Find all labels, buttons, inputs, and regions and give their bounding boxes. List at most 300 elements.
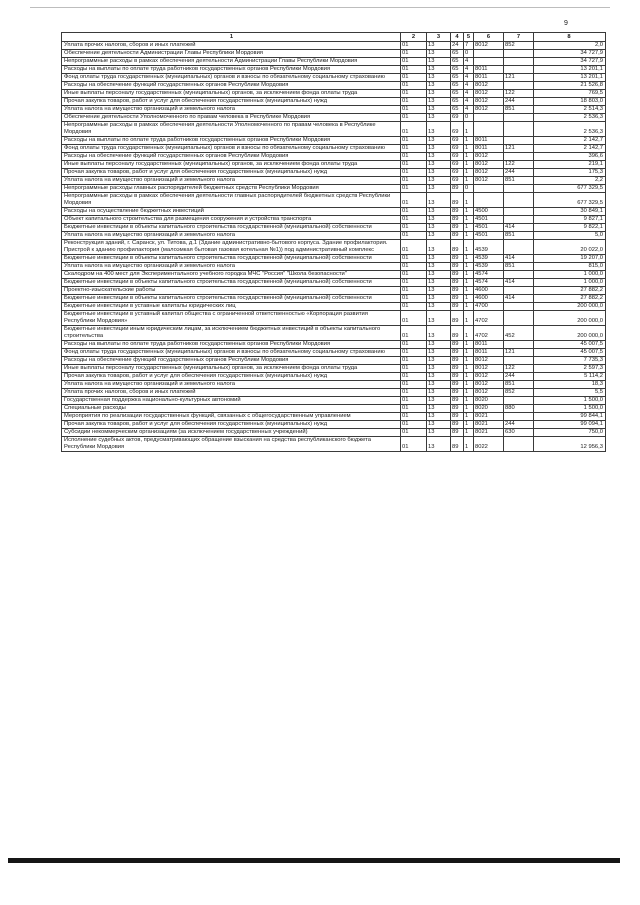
- section-code: 01: [401, 208, 427, 216]
- amount: 18,3: [534, 381, 606, 389]
- row-description: Расходы на осуществление бюджетных инвестиций: [62, 208, 401, 216]
- table-row: [62, 373, 606, 381]
- row-description: Фонд оплаты труда государственных (муниципальных) органов и взносы по обязательному социальному страхованию: [62, 145, 401, 153]
- program-code: 89: [451, 389, 464, 397]
- expense-type-code: 122: [504, 161, 534, 169]
- program-code: 69: [451, 145, 464, 153]
- subprogram-code: 1: [464, 161, 474, 169]
- subsection-code: 13: [427, 169, 451, 177]
- row-description: Специальные расходы: [62, 405, 401, 413]
- row-description: Непрограммные расходы в рамках обеспечения деятельности Уполномоченного по правам человека в Республике Мордовия: [62, 122, 401, 137]
- row-description: Бюджетные инвестиции в объекты капитального строительства государственной (муниципальной) собственности: [62, 224, 401, 232]
- section-code: 01: [401, 349, 427, 357]
- row-description: Иные выплаты персоналу государственных (муниципальных) органов, за исключением фонда оплаты труда: [62, 161, 401, 169]
- expense-type-code: 121: [504, 145, 534, 153]
- expense-type-code: 244: [504, 373, 534, 381]
- table-row: [62, 90, 606, 98]
- program-code: 89: [451, 421, 464, 429]
- item-code: 8012: [474, 161, 504, 169]
- amount: 200 000,0: [534, 303, 606, 311]
- col-number-8: 8: [534, 33, 606, 42]
- amount: 5 114,2: [534, 373, 606, 381]
- table-row: [62, 82, 606, 90]
- page-number: 9: [564, 20, 568, 27]
- row-description: Расходы на обеспечение функций государственных органов Республики Мордовия: [62, 357, 401, 365]
- program-code: 89: [451, 185, 464, 193]
- table-row: [62, 287, 606, 295]
- expense-type-code: 630: [504, 429, 534, 437]
- section-code: 01: [401, 357, 427, 365]
- amount: 200 000,0: [534, 326, 606, 341]
- row-description: Объект капитального строительства для размещения сооружения и устройства транспорта: [62, 216, 401, 224]
- amount: 45 007,5: [534, 341, 606, 349]
- amount: 750,0: [534, 429, 606, 437]
- col-number-3: 3: [427, 33, 451, 42]
- table-row: [62, 216, 606, 224]
- row-description: Иные выплаты персоналу государственных (муниципальных) органов, за исключением фонда оплаты труда: [62, 90, 401, 98]
- section-code: 01: [401, 295, 427, 303]
- section-code: 01: [401, 429, 427, 437]
- table-row: [62, 279, 606, 287]
- amount: 2 536,3: [534, 122, 606, 137]
- subprogram-code: 1: [464, 169, 474, 177]
- section-code: 01: [401, 193, 427, 208]
- row-description: Бюджетные инвестиции в уставный капитал общества с ограниченной ответственностью «Корпорация развития Республики Мордовия»: [62, 311, 401, 326]
- row-description: Непрограммные расходы в рамках обеспечения деятельности главных распорядителей бюджетных средств Республики Мордовия: [62, 193, 401, 208]
- subsection-code: 13: [427, 208, 451, 216]
- table-row: [62, 271, 606, 279]
- amount: 9 822,1: [534, 224, 606, 232]
- table-row: [62, 224, 606, 232]
- table-row: [62, 137, 606, 145]
- item-code: 4702: [474, 326, 504, 341]
- subsection-code: 13: [427, 122, 451, 137]
- row-description: Прочая закупка товаров, работ и услуг для обеспечения государственных (муниципальных) нужд: [62, 169, 401, 177]
- program-code: 65: [451, 58, 464, 66]
- expense-type-code: 852: [504, 389, 534, 397]
- expense-type-code: [504, 82, 534, 90]
- program-code: 65: [451, 90, 464, 98]
- program-code: 89: [451, 349, 464, 357]
- table-row: [62, 66, 606, 74]
- subsection-code: 13: [427, 311, 451, 326]
- amount: 27 882,2: [534, 295, 606, 303]
- row-description: Бюджетные инвестиции в объекты капитального строительства государственной (муниципальной) собственности: [62, 255, 401, 263]
- subprogram-code: 4: [464, 98, 474, 106]
- section-code: 01: [401, 122, 427, 137]
- program-code: 89: [451, 224, 464, 232]
- subsection-code: 13: [427, 106, 451, 114]
- item-code: 4539: [474, 255, 504, 263]
- section-code: 01: [401, 279, 427, 287]
- table-row: [62, 341, 606, 349]
- item-code: 8012: [474, 357, 504, 365]
- section-code: 01: [401, 137, 427, 145]
- amount: 30 849,1: [534, 208, 606, 216]
- amount: 18 803,0: [534, 98, 606, 106]
- subprogram-code: 1: [464, 122, 474, 137]
- program-code: 89: [451, 232, 464, 240]
- subsection-code: 13: [427, 357, 451, 365]
- row-description: Субсидии некоммерческим организациям (за исключением государственных учреждений): [62, 429, 401, 437]
- expense-type-code: [504, 397, 534, 405]
- row-description: Уплата прочих налогов, сборов и иных платежей: [62, 42, 401, 50]
- amount: 34 727,9: [534, 50, 606, 58]
- col-number-5: 5: [464, 33, 474, 42]
- amount: 1 000,0: [534, 271, 606, 279]
- program-code: 89: [451, 279, 464, 287]
- row-description: Уплата налога на имущество организаций и земельного налога: [62, 232, 401, 240]
- program-code: 65: [451, 50, 464, 58]
- subsection-code: 13: [427, 421, 451, 429]
- expense-type-code: [504, 311, 534, 326]
- row-description: Бюджетные инвестиции в объекты капитального строительства государственной (муниципальной) собственности: [62, 295, 401, 303]
- subprogram-code: 4: [464, 82, 474, 90]
- subprogram-code: 0: [464, 185, 474, 193]
- item-code: [474, 114, 504, 122]
- item-code: 8011: [474, 137, 504, 145]
- section-code: 01: [401, 365, 427, 373]
- expense-type-code: 122: [504, 90, 534, 98]
- row-description: Государственная поддержка национально-культурных автономий: [62, 397, 401, 405]
- subsection-code: 13: [427, 137, 451, 145]
- subsection-code: 13: [427, 66, 451, 74]
- item-code: 4700: [474, 303, 504, 311]
- subsection-code: 13: [427, 153, 451, 161]
- table-row: [62, 405, 606, 413]
- program-code: 89: [451, 287, 464, 295]
- table-row: [62, 208, 606, 216]
- amount: 13 201,1: [534, 74, 606, 82]
- section-code: 01: [401, 303, 427, 311]
- table-row: [62, 58, 606, 66]
- section-code: 01: [401, 421, 427, 429]
- program-code: 89: [451, 413, 464, 421]
- expense-type-code: 122: [504, 365, 534, 373]
- row-description: Обеспечение деятельности Администрации Главы Республики Мордовия: [62, 50, 401, 58]
- amount: 769,5: [534, 90, 606, 98]
- amount: 34 727,9: [534, 58, 606, 66]
- row-description: Фонд оплаты труда государственных (муниципальных) органов и взносы по обязательному социальному страхованию: [62, 74, 401, 82]
- item-code: 8021: [474, 421, 504, 429]
- item-code: 4500: [474, 208, 504, 216]
- row-description: Уплата налога на имущество организаций и земельного налога: [62, 263, 401, 271]
- column-numbers-row: [62, 33, 606, 42]
- section-code: 01: [401, 74, 427, 82]
- program-code: 89: [451, 405, 464, 413]
- item-code: 8021: [474, 413, 504, 421]
- program-code: 65: [451, 106, 464, 114]
- table-row: [62, 50, 606, 58]
- row-description: Мероприятия по реализации государственных функций, связанных с общегосударственным управлением: [62, 413, 401, 421]
- section-code: 01: [401, 389, 427, 397]
- col-number-2: 2: [401, 33, 427, 42]
- expense-type-code: 851: [504, 381, 534, 389]
- amount: 815,0: [534, 263, 606, 271]
- subprogram-code: 1: [464, 240, 474, 255]
- amount: 2 536,3: [534, 114, 606, 122]
- subprogram-code: 1: [464, 153, 474, 161]
- row-description: Проектно-изыскательские работы: [62, 287, 401, 295]
- item-code: 8012: [474, 82, 504, 90]
- expense-type-code: [504, 413, 534, 421]
- program-code: 69: [451, 153, 464, 161]
- section-code: 01: [401, 240, 427, 255]
- amount: 677 329,5: [534, 185, 606, 193]
- section-code: 01: [401, 405, 427, 413]
- expense-type-code: 851: [504, 106, 534, 114]
- item-code: 8011: [474, 349, 504, 357]
- subprogram-code: 1: [464, 413, 474, 421]
- subsection-code: 13: [427, 240, 451, 255]
- subsection-code: 13: [427, 58, 451, 66]
- row-description: Бюджетные инвестиции в объекты капитального строительства государственной (муниципальной) собственности: [62, 279, 401, 287]
- amount: 21 526,8: [534, 82, 606, 90]
- subprogram-code: 1: [464, 373, 474, 381]
- subsection-code: 13: [427, 177, 451, 185]
- expense-type-code: 452: [504, 326, 534, 341]
- subprogram-code: 1: [464, 137, 474, 145]
- subsection-code: 13: [427, 193, 451, 208]
- row-description: Расходы на обеспечение функций государственных органов Республики Мордовия: [62, 153, 401, 161]
- table-row: [62, 177, 606, 185]
- subsection-code: 13: [427, 98, 451, 106]
- subsection-code: 13: [427, 389, 451, 397]
- item-code: 4501: [474, 232, 504, 240]
- section-code: 01: [401, 326, 427, 341]
- subprogram-code: 1: [464, 429, 474, 437]
- subsection-code: 13: [427, 255, 451, 263]
- table-row: [62, 74, 606, 82]
- row-description: Непрограммные расходы в рамках обеспечения деятельности Администрации Главы Республики Мордовия: [62, 58, 401, 66]
- subprogram-code: 0: [464, 50, 474, 58]
- program-code: 89: [451, 193, 464, 208]
- expense-type-code: [504, 185, 534, 193]
- subprogram-code: 1: [464, 208, 474, 216]
- amount: 20 022,0: [534, 240, 606, 255]
- amount: 2,0: [534, 42, 606, 50]
- table-row: [62, 437, 606, 452]
- program-code: 89: [451, 365, 464, 373]
- subprogram-code: 1: [464, 303, 474, 311]
- row-description: Прочая закупка товаров, работ и услуг для обеспечения государственных (муниципальных) нужд: [62, 373, 401, 381]
- row-description: Реконструкция зданий, г. Саранск, ул. Титова, д.1 (Здание административно-бытового корпуса. Здание профилактория. Пристрой к зданию профилактория (малоэмкая бытовая газовая котельная №1)) под административный комплекс: [62, 240, 401, 255]
- table-row: [62, 42, 606, 50]
- item-code: [474, 193, 504, 208]
- program-code: 65: [451, 82, 464, 90]
- expense-type-code: [504, 58, 534, 66]
- subprogram-code: 1: [464, 389, 474, 397]
- item-code: 4574: [474, 271, 504, 279]
- subprogram-code: 1: [464, 232, 474, 240]
- col-number-4: 4: [451, 33, 464, 42]
- row-description: Бюджетные инвестиции в уставные капиталы юридических лиц: [62, 303, 401, 311]
- row-description: Обеспечение деятельности Уполномоченного по правам человека в Республике Мордовия: [62, 114, 401, 122]
- amount: 45 007,5: [534, 349, 606, 357]
- table-row: [62, 421, 606, 429]
- section-code: 01: [401, 216, 427, 224]
- subprogram-code: 1: [464, 271, 474, 279]
- program-code: 89: [451, 311, 464, 326]
- row-description: Непрограммные расходы главных распорядителей бюджетных средств Республики Мордовия: [62, 185, 401, 193]
- item-code: 8012: [474, 153, 504, 161]
- subsection-code: 13: [427, 397, 451, 405]
- subsection-code: 13: [427, 405, 451, 413]
- program-code: 89: [451, 341, 464, 349]
- expense-type-code: [504, 240, 534, 255]
- amount: 27 882,2: [534, 287, 606, 295]
- program-code: 69: [451, 169, 464, 177]
- section-code: 01: [401, 397, 427, 405]
- col-number-7: 7: [504, 33, 534, 42]
- scan-bottom-bar: [8, 858, 620, 863]
- item-code: 8012: [474, 365, 504, 373]
- subsection-code: 13: [427, 326, 451, 341]
- amount: 1 500,0: [534, 397, 606, 405]
- section-code: 01: [401, 145, 427, 153]
- program-code: 89: [451, 263, 464, 271]
- row-description: Уплата прочих налогов, сборов и иных платежей: [62, 389, 401, 397]
- subprogram-code: 1: [464, 437, 474, 452]
- subprogram-code: 1: [464, 326, 474, 341]
- subprogram-code: 7: [464, 42, 474, 50]
- subsection-code: 13: [427, 145, 451, 153]
- amount: 99 094,1: [534, 421, 606, 429]
- subprogram-code: 0: [464, 114, 474, 122]
- amount: 2 597,3: [534, 365, 606, 373]
- item-code: 8021: [474, 429, 504, 437]
- table-row: [62, 232, 606, 240]
- program-code: 24: [451, 42, 464, 50]
- table-body: [62, 33, 606, 452]
- subprogram-code: 1: [464, 216, 474, 224]
- program-code: 69: [451, 161, 464, 169]
- program-code: 89: [451, 326, 464, 341]
- row-description: Уплата налога на имущество организаций и земельного налога: [62, 381, 401, 389]
- expense-type-code: [504, 437, 534, 452]
- budget-table: [61, 32, 606, 452]
- subprogram-code: 1: [464, 405, 474, 413]
- item-code: 4539: [474, 263, 504, 271]
- table-row: [62, 122, 606, 137]
- table-row: [62, 357, 606, 365]
- amount: 2 514,3: [534, 106, 606, 114]
- expense-type-code: 121: [504, 349, 534, 357]
- subsection-code: 13: [427, 341, 451, 349]
- item-code: 8020: [474, 397, 504, 405]
- amount: 396,6: [534, 153, 606, 161]
- subsection-code: 13: [427, 90, 451, 98]
- item-code: 8011: [474, 66, 504, 74]
- subsection-code: 13: [427, 271, 451, 279]
- item-code: 8012: [474, 389, 504, 397]
- expense-type-code: [504, 271, 534, 279]
- expense-type-code: 880: [504, 405, 534, 413]
- amount: 1 000,0: [534, 279, 606, 287]
- program-code: 89: [451, 208, 464, 216]
- amount: 175,3: [534, 169, 606, 177]
- subprogram-code: 1: [464, 357, 474, 365]
- table-row: [62, 255, 606, 263]
- amount: 2 142,7: [534, 137, 606, 145]
- table-row: [62, 98, 606, 106]
- table-row: [62, 389, 606, 397]
- item-code: 8012: [474, 177, 504, 185]
- subprogram-code: 4: [464, 74, 474, 82]
- row-description: Бюджетные инвестиции иным юридическим лицам, за исключением бюджетных инвестиций в объекты капитального строительства: [62, 326, 401, 341]
- amount: 677 329,5: [534, 193, 606, 208]
- section-code: 01: [401, 177, 427, 185]
- item-code: [474, 185, 504, 193]
- row-description: Прочая закупка товаров, работ и услуг для обеспечения государственных (муниципальных) нужд: [62, 421, 401, 429]
- item-code: 4600: [474, 287, 504, 295]
- item-code: 8012: [474, 90, 504, 98]
- program-code: 89: [451, 373, 464, 381]
- table-row: [62, 365, 606, 373]
- row-description: Расходы на выплаты по оплате труда работников государственных органов Республики Мордовия: [62, 66, 401, 74]
- item-code: 8012: [474, 42, 504, 50]
- expense-type-code: 851: [504, 263, 534, 271]
- table-row: [62, 145, 606, 153]
- amount: 200 000,0: [534, 311, 606, 326]
- expense-type-code: [504, 66, 534, 74]
- amount: 13 201,1: [534, 66, 606, 74]
- amount: 99 844,1: [534, 413, 606, 421]
- item-code: [474, 58, 504, 66]
- subsection-code: 13: [427, 74, 451, 82]
- amount: 219,1: [534, 161, 606, 169]
- item-code: 8022: [474, 437, 504, 452]
- subprogram-code: 1: [464, 287, 474, 295]
- expense-type-code: 414: [504, 295, 534, 303]
- item-code: 4501: [474, 216, 504, 224]
- section-code: 01: [401, 153, 427, 161]
- section-code: 01: [401, 373, 427, 381]
- subsection-code: 13: [427, 263, 451, 271]
- item-code: 8011: [474, 341, 504, 349]
- subprogram-code: 1: [464, 311, 474, 326]
- program-code: 89: [451, 271, 464, 279]
- program-code: 89: [451, 295, 464, 303]
- amount: 5,5: [534, 389, 606, 397]
- amount: 2 142,7: [534, 145, 606, 153]
- subprogram-code: 1: [464, 145, 474, 153]
- expense-type-code: [504, 303, 534, 311]
- subsection-code: 13: [427, 42, 451, 50]
- subsection-code: 13: [427, 161, 451, 169]
- subprogram-code: 4: [464, 106, 474, 114]
- section-code: 01: [401, 437, 427, 452]
- item-code: 4702: [474, 311, 504, 326]
- section-code: 01: [401, 341, 427, 349]
- col-number-6: 6: [474, 33, 504, 42]
- section-code: 01: [401, 42, 427, 50]
- subprogram-code: 1: [464, 224, 474, 232]
- row-description: Скалодром на 400 мест для Экспериментального учебного городка МЧС "Россия" "Школа безопасности": [62, 271, 401, 279]
- item-code: 8020: [474, 405, 504, 413]
- subprogram-code: 1: [464, 381, 474, 389]
- row-description: Расходы на выплаты по оплате труда работников государственных органов Республики Мордовия: [62, 341, 401, 349]
- amount: 2,2: [534, 177, 606, 185]
- expense-type-code: 851: [504, 177, 534, 185]
- expense-type-code: 244: [504, 98, 534, 106]
- expense-type-code: [504, 122, 534, 137]
- table-row: [62, 326, 606, 341]
- subsection-code: 13: [427, 381, 451, 389]
- program-code: 89: [451, 357, 464, 365]
- section-code: 01: [401, 232, 427, 240]
- amount: 1 500,0: [534, 405, 606, 413]
